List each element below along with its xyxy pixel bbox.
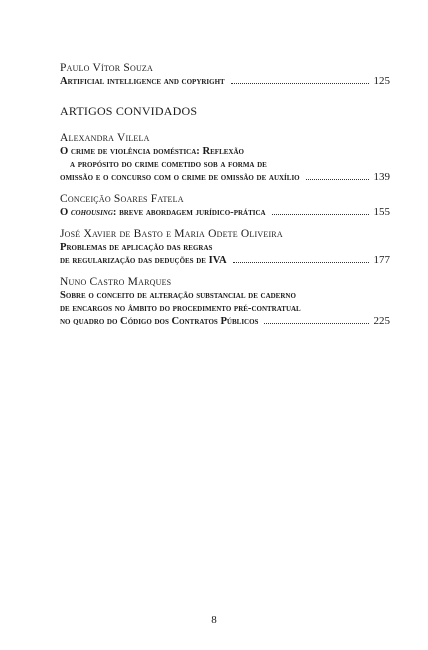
- toc-entry: [60, 193, 390, 219]
- dot-leader: [306, 179, 369, 180]
- title-italic: cohousing: [70, 207, 113, 218]
- entry-title-line: a propósito do crime cometido sob a forma de: [70, 159, 267, 170]
- entry-title-line: Problemas de aplicação das regras: [60, 242, 213, 253]
- dot-leader: [233, 262, 369, 263]
- entry-page: 225: [373, 315, 390, 327]
- entry-title: de regularização das deduções de IVA: [60, 255, 227, 266]
- entry-title-line: O crime de violência doméstica: Reflexão: [60, 146, 244, 157]
- page-number: 8: [211, 614, 217, 626]
- dot-leader: [231, 83, 369, 84]
- entry-title: Artificial intelligence and copyright: [60, 76, 225, 87]
- entry-page: 155: [373, 206, 390, 218]
- entry-page: 125: [373, 75, 390, 87]
- entry-title-line: [60, 254, 390, 267]
- entry-title: [60, 206, 266, 219]
- table-of-contents: [60, 62, 390, 337]
- entry-title-line: de encargos no âmbito do procedimento pré-contratual: [60, 303, 301, 314]
- entry-page: 139: [373, 171, 390, 183]
- dot-leader: [272, 214, 369, 215]
- entry-author: Conceição Soares Fatela: [60, 193, 184, 205]
- entry-author: Nuno Castro Marques: [60, 276, 172, 288]
- entry-title-line: [60, 75, 390, 88]
- entry-page: 177: [373, 254, 390, 266]
- entry-title-line: [60, 206, 390, 219]
- entry-title-line: [60, 315, 390, 328]
- title-prefix: O: [60, 207, 71, 218]
- section-heading: ARTIGOS CONVIDADOS: [60, 104, 198, 118]
- entry-title-line: [60, 171, 390, 184]
- toc-entry: [60, 228, 390, 267]
- title-suffix: : breve abordagem jurídico-prática: [112, 207, 266, 218]
- toc-entry: [60, 132, 390, 184]
- dot-leader: [264, 323, 368, 324]
- toc-entry: [60, 276, 390, 328]
- entry-title-line: Sobre o conceito de alteração substancial de caderno: [60, 290, 296, 301]
- entry-author: José Xavier de Basto e Maria Odete Oliveira: [60, 228, 283, 240]
- entry-author: Paulo Vítor Souza: [60, 62, 153, 74]
- entry-author: Alexandra Vilela: [60, 132, 150, 144]
- toc-entry: [60, 62, 390, 88]
- entry-title: no quadro do Código dos Contratos Públicos: [60, 316, 259, 327]
- entry-title: omissão e o concurso com o crime de omissão de auxílio: [60, 172, 300, 183]
